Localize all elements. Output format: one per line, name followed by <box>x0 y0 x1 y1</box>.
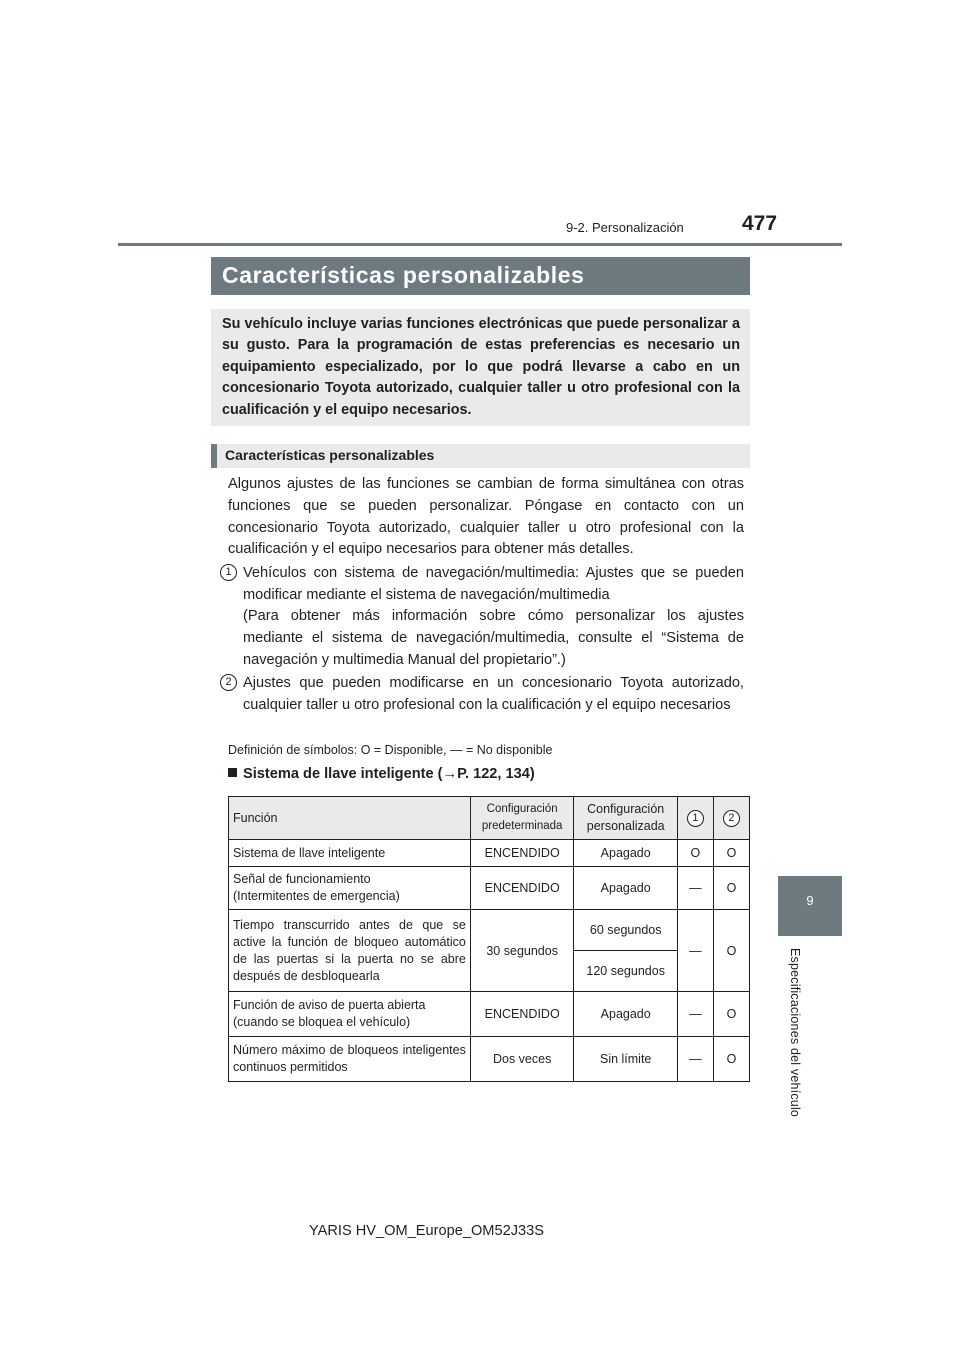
chapter-title: Especificaciones del vehículo <box>788 948 802 1118</box>
symbol-definition: Definición de símbolos: O = Disponible, — = No disponible <box>228 743 553 757</box>
intro-text: Su vehículo incluye varias funciones electrónicas que puede personalizar a su gusto. Para la programación de estas preferencias es necesario un equipamiento especializado, por lo que podrá llevarse a cabo en un concesionario Toyota autorizado, cualquier taller u otro profesional con la cualificación y el equipo necesarios. <box>222 316 740 418</box>
row-default: Dos veces <box>470 1037 574 1082</box>
row-col1: — <box>677 992 713 1037</box>
col-1-number: 1 <box>687 810 704 827</box>
row-col1: — <box>677 1037 713 1082</box>
table-row <box>229 867 750 910</box>
body-paragraph: Algunos ajustes de las funciones se cambian de forma simultánea con otras funciones que se pueden personalizar. Póngase en contacto con un concesionario Toyota autorizado, cualquier taller u otro profesional con la cualificación y el equipo necesarios para obtener más detalles. <box>228 476 744 558</box>
header-custom-line1: Configuración <box>587 802 665 816</box>
system-heading <box>228 766 535 782</box>
row-col2: O <box>713 840 749 867</box>
settings-table <box>228 796 750 1082</box>
row-default: 30 segundos <box>470 910 574 992</box>
header-rule <box>118 243 842 246</box>
row-col2: O <box>713 910 749 992</box>
header-custom <box>574 797 677 840</box>
table-header-row <box>229 797 750 840</box>
col-2-number: 2 <box>723 810 740 827</box>
system-heading-text: Sistema de llave inteligente (→P. 122, 134) <box>243 766 535 782</box>
page-title: Características personalizables <box>222 262 585 288</box>
row-col1: — <box>677 867 713 910</box>
row-custom: Sin límite <box>574 1037 677 1082</box>
item-1-text: Vehículos con sistema de navegación/multimedia: Ajustes que se pueden modificar mediante el sistema de navegación/multimedia <box>243 565 744 603</box>
row-custom: Apagado <box>574 992 677 1037</box>
row-function: Sistema de llave inteligente <box>229 840 471 867</box>
square-bullet-icon <box>228 768 237 777</box>
item-number-1: 1 <box>220 564 237 581</box>
table-row <box>229 910 750 951</box>
row-custom-option-a: 60 segundos <box>574 910 677 951</box>
row-custom: Apagado <box>574 840 677 867</box>
subsection-accent <box>211 444 217 468</box>
document-footer: YARIS HV_OM_Europe_OM52J33S <box>309 1223 544 1239</box>
row-col2: O <box>713 867 749 910</box>
row-function: Tiempo transcurrido antes de que se active la función de bloqueo automático de las puertas si la puerta no se abre después de desbloquearla <box>229 910 471 992</box>
row-col2: O <box>713 1037 749 1082</box>
row-function-line1: Señal de funcionamiento <box>233 872 371 886</box>
row-default: ENCENDIDO <box>470 840 574 867</box>
item-1-note: (Para obtener más información sobre cómo personalizar los ajustes mediante el sistema de navegación/multimedia, consulte el “Sistema de navegación y multimedia Manual del propietario”.) <box>243 608 744 668</box>
header-default <box>470 797 574 840</box>
row-col1: — <box>677 910 713 992</box>
row-custom-option-b: 120 segundos <box>574 951 677 992</box>
header-default-line2: predeterminada <box>481 820 563 832</box>
page-number: 477 <box>742 212 778 235</box>
row-default: ENCENDIDO <box>470 867 574 910</box>
row-function: Número máximo de bloqueos inteligentes continuos permitidos <box>229 1037 471 1082</box>
row-function-line2: (cuando se bloquea el vehículo) <box>233 1015 411 1029</box>
header-col-1 <box>677 797 713 840</box>
table-row <box>229 1037 750 1082</box>
header-default-line1: Configuración <box>486 803 558 815</box>
subsection-title: Características personalizables <box>225 447 435 463</box>
chapter-number: 9 <box>806 893 814 908</box>
row-function-line2: (Intermitentes de emergencia) <box>233 889 400 903</box>
row-function-line1: Función de aviso de puerta abierta <box>233 998 426 1012</box>
header-col-2 <box>713 797 749 840</box>
header-custom-line2: personalizada <box>586 819 665 833</box>
section-label: 9-2. Personalización <box>566 220 684 235</box>
row-custom: Apagado <box>574 867 677 910</box>
item-number-2: 2 <box>220 674 237 691</box>
row-function <box>229 992 471 1037</box>
row-col2: O <box>713 992 749 1037</box>
header-function: Función <box>229 797 471 840</box>
row-col1: O <box>677 840 713 867</box>
table-row <box>229 840 750 867</box>
table-row <box>229 992 750 1037</box>
item-2-text: Ajustes que pueden modificarse en un concesionario Toyota autorizado, cualquier taller u otro profesional con la cualificación y el equipo necesarios <box>243 675 744 713</box>
row-function <box>229 867 471 910</box>
row-default: ENCENDIDO <box>470 992 574 1037</box>
